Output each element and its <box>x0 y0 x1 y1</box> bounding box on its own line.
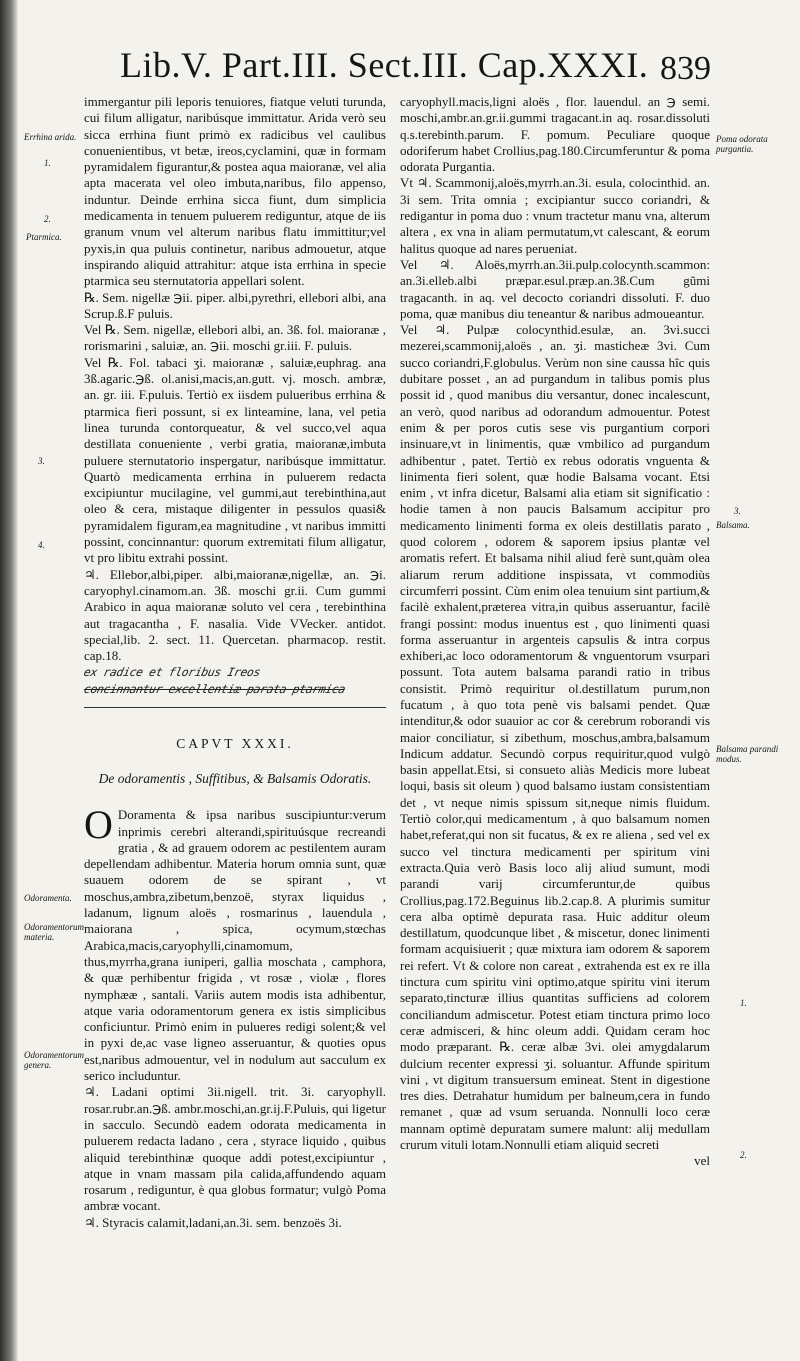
recipe-paragraph: ℞. Sem. nigellæ ℈ii. piper. albi,pyrethri, ellebori albi, ana Scrup.ß.F puluis. <box>84 289 386 321</box>
margin-note-balsama: Balsama. <box>716 520 750 530</box>
recipe-paragraph: Vel ℞. Fol. tabaci ʒi. maioranæ , saluiæ,euphrag. ana 3ß.agaric.℈ß. ol.anisi,macis,an.gutt. vj. mosch. ambræ, an. gr. iii. F.puluis. Tertiò ex iisdem pulueribus errhina & ptarmica fieri possunt, si ex linteamine, lana, vel petia linea turunda contorqueatur, & vel succo,vel aqua destillata conueniente , verbi gratia, maioranæ,imbuta puluere sternutatorio inspergatur, naribúsque immittatur. Quartò medicamenta errhina in puluerem redacta excipiuntur mucilagine, vel gummi,aut terebinthina,aut oleo & cera, mistaque diligenter in pessulos quasi& pyramidalem figuram,ea magnitudine , vt naribus immitti possint, concinnantur: quorum extremitati filum alligatur, vt pro libitu extrahi possint. <box>84 354 386 566</box>
book-binding-shadow <box>0 0 18 1361</box>
recipe-paragraph: ♃. Ladani optimi 3ii.nigell. trit. 3i. caryophyll. rosar.rubr.an.℈ß. ambr.moschi,an.gr.ij.F.Puluis, qui ligetur in sacculo. Secundò eadem odorata medicamenta in puluerem redacta ladano , cera , styrace liquido , quibus aliquid terebinthinæ quoque addi potest,excipiuntur , atque in vnam massam pila calida,affundendo aquam rosarum , rediguntur, è qua globus formatur; vulgò Poma ambræ vocant. <box>84 1084 386 1214</box>
paragraph: caryophyll.macis,ligni aloës , flor. lauendul. an ℈ semi. moschi,ambr.an.gr.ii.gummi tragacant.in aq. rosar.dissoluti q.s.terebinth.parum. F. pomum. Peculiare quoque odoriferum habet Crollius,pag.180.Circumferuntur & poma odorata Purgantia. <box>400 94 710 175</box>
recipe-paragraph: ♃. Styracis calamit,ladani,an.3i. sem. benzoës 3i. <box>84 1214 342 1230</box>
margin-note-number: 1. <box>44 158 51 168</box>
paragraph <box>84 802 386 1084</box>
margin-note-odoramenta: Odoramenta. <box>24 893 72 903</box>
margin-note-poma-odorata: Poma odorata purgantia. <box>716 134 768 154</box>
page-number: 839 <box>660 50 711 87</box>
paragraph: Vel ♃. Pulpæ colocynthid.esulæ, an. 3vi.succi mezerei,scammonij,aloës , an. ʒi. masticheæ 3vi. Cum succo coriandri,F.globulus. Verùm non sine caussa hîc quis dubitare posset , an ad purgandum in talibus pomis plus possit id , quod manibus diu versantur, donec incalescunt, an verò, quod naribus ad odorandum admouentur. Potest enim & per poros cutis sese vis purgantium corpori insinuare,vt in linimentis, quæ vmbilico ad purgandum adhibentur , patet. Tertiò ex rebus odoratis vnguenta & linimenta fieri solent, quæ hodie Balsama vocant. Etsi enim , vt infra dicetur, Balsami alia etiam sit significatio : hodie tamen à non paucis Balsamum accipitur pro medicamento linimenti forma ex oleis destillatis parato , quod colorem , odorem & saporem ipsius plantæ vel aromatis refert. Et balsama nihil aliud ferè sunt,quàm olea aliarum rerum additione inspissata, vt commodiùs circumferri possint. Cùm enim olea tenuium sint partium,& facilè exhalent,præterea vitra,in quibus asseruantur, facilè frangi possint: modus inuentus est , quo linimenti quasi forma asseruantur in argenteis capsulis & intra corpus exhiberi,ac loco odoramentorum & vnguentorum vsurpari possunt. Tota autem balsama parandi ratio in tribus consistit. Primò requiritur ol.destillatum purum,non fucatum , à quo tota penè vis balsami pendet. Quæ intenditur,& odor suauior ac cor & cerebrum roborandi vis maior conciliatur, si zibethum, moschus,ambra,balsamum Indicum addatur. Secundò corpus requiritur,quod vulgò basin appellat.Etsi, si consueto aliàs Medicis more lubeat loqui, basis sit oleum ) quod balsamo iustam consistentiam det , vt neque nimis spissum sit,neque nimis fluidum. Tertiò color,qui medicamentum , à quo balsamum nomen habet,referat,qui non sit fucatus, & ex re aliena , sed vel ex succo vel tinctura medicamenti per spiritum vini extracta.Quia verò Basis loco alij aliud sumunt, modi parandi varij circumferuntur,de quibus Crollius,pag.172.Beguinus lib.2.cap.8. A plurimis sumitur cera alba optimè depurata rasa. Huic additur oleum destillatum, quodcunque libet , & miscetur, donec linimenti formam acquisiuerit ; quæ mixtura iam odorem & saporem rei refert. Vt & colore non careat , extrahenda est ex re illa tinctura cum spiritu vini optimo,atque spiritu vini iterum separato,tincturæ illius quantitas sufficiens ad colorem conciliandum admiscetur. Potest etiam tinctura primo loco ceræ admisceri, & hinc oleum addi. Quidam ceram hoc modo præparant. ℞. ceræ albæ 3vi. olei amygdalarum dulcium recenter expressi ʒi. soluantur. Affunde spiritum vini , vt digitum transuersum emineat. Stent in digestione tres dies. Detrahatur humidum per balneum,cera in fundo remanet , quæ ad vsum seruanda. Nonnulli loco ceræ mannam optimè depuratam sumere malunt: alij medullam crurum vituli lotam.Nonnulli etiam aliquid secreti <box>400 322 710 1152</box>
left-text-column <box>84 94 386 1231</box>
margin-note-number: 1. <box>740 998 747 1008</box>
margin-note-ptarmica: Ptarmica. <box>26 232 62 242</box>
right-text-column <box>400 94 710 1170</box>
recipe-paragraph: Vt ♃. Scammonij,aloës,myrrh.an.3i. esula, colocinthid. an. 3i sem. Trita omnia ; excipiantur succo coriandri, & redigantur in poma duo : vnum tractetur manu vna, alterum altera , ex vna in aliam permutatum,vt calescant, & eorum halitus quoque ad nares perueniat. <box>400 175 710 256</box>
margin-note-number: 2. <box>740 1150 747 1160</box>
margin-note-balsama-parandi: Balsama parandi modus. <box>716 744 779 764</box>
recipe-paragraph: Vel ♃. Aloës,myrrh.an.3ii.pulp.colocynth.scammon: an.3i.elleb.albi præpar.esul.præp.an.3ß.Cum gũmi tragacanth. in aq. vel decocto coriandri dissoluti. F. duo poma, quæ manibus diu teneantur & naribus admoueantur. <box>400 256 710 321</box>
margin-note-odoramentorum-materia: Odoramentorum materia. <box>24 922 84 942</box>
handwritten-note: ex radice et floribus Ireos <box>82 665 262 680</box>
recipe-paragraph: ♃. Ellebor,albi,piper. albi,maioranæ,nigellæ, an. ℈i. caryophyl.cinamom.an. 3ß. moschi gr.ii. Cum gummi Arabico in aqua maioranæ soluto vel cera , terebinthina aut tragacantha , F. nasalia. Vide VVecker. antidot. special,lib. 2. sect. 11. Quercetan. pharmacop. restit. cap.18. <box>84 566 386 664</box>
section-title: De odoramentis , Suffitibus, & Balsamis Odoratis. <box>98 771 372 787</box>
chapter-heading: CAPVT XXXI. <box>176 735 294 751</box>
margin-note-number: 3. <box>38 456 45 466</box>
drop-cap: O <box>84 802 113 848</box>
catchword: vel <box>694 1153 710 1169</box>
margin-note-odoramentorum-genera: Odoramentorum genera. <box>24 1050 84 1070</box>
paragraph-text: Doramenta & ipsa naribus suscipiuntur:verum inprimis cerebri alterandi,spirituúsque recreandi gratia , & ad grauem odorem ac pestilentem auram depellendam adhibentur. Materia horum omnia sunt, quæ suauem odorem de se spirant , vt moschus,ambra,zibetum,benzoë, styrax liquidus , ladanum, lignum aloës , rosmarinus , lauendula , maiorana , spica, ocymum,stœchas Arabica,macis,caryophylli,cinamomum, thus,myrrha,grana iuniperi, gallia moschata , camphora, & quæ perhibentur frigida , vt rosæ , violæ , flores nymphææ , santali. Variis autem modis ista adhibentur, atque varia odoramentorum genera ex istis simplicibus conficiuntur. Primò enim in pulueres redigi solent;& vel in pyxi de,ac vase ligneo asseruantur, & quoties opus est,naribus admouentur, vel in nodulum aut sacculum ex serico includuntur. <box>84 807 386 1084</box>
margin-note-number: 4. <box>38 540 45 550</box>
divider <box>84 707 386 708</box>
margin-note-number: 2. <box>44 214 51 224</box>
margin-note-number: 3. <box>734 506 741 516</box>
running-header: Lib.V. Part.III. Sect.III. Cap.XXXI. <box>120 45 649 85</box>
recipe-paragraph: Vel ℞. Sem. nigellæ, ellebori albi, an. 3ß. fol. maioranæ , rorismarini , saluiæ, an. ℈ii. moschi gr.iii. F. puluis. <box>84 322 386 354</box>
handwritten-note: concinnantur excellentiæ parata ptarmica <box>82 681 347 696</box>
margin-note-errhina-arida: Errhina arida. <box>24 132 77 142</box>
paragraph: immergantur pili leporis tenuiores, fiatque veluti turunda, cui filum alligatur, naribúsque immittatur. Arida verò seu sicca errhina fiunt primò ex radicibus vel caulibus conuenientibus, vt betæ, ireos,cyclamini, quæ in formam pyramidalem figurantur,& postea aqua maioranæ, vel alia apta macerata vel oleo imbuta,naribus, filo appenso, induntur. Deinde errhina sicca fiunt, dum simplicia medicamenta in tenuem puluerem rediguntur, atque de iis granum vnum vel alterum naribus flatu immittitur;vel pyxis,in qua puluis continetur, naribus admouetur, atque inspirando aliquid attrahitur: atque ista errhina in specie ptarmica seu sternutatoria appellari solent. <box>84 94 386 289</box>
